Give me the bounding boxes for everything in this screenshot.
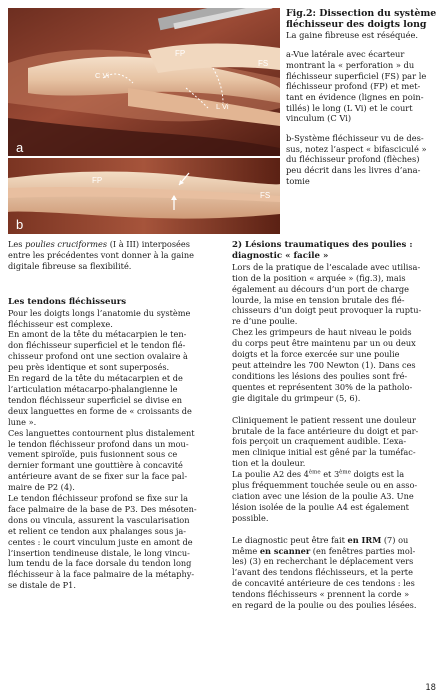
body-line bbox=[232, 469, 438, 480]
caption-a-line: fléchisseur superficiel (FS) par le bbox=[286, 70, 427, 81]
body-line: ciation avec une lésion de la poulie A3. Une bbox=[232, 490, 414, 501]
body-line bbox=[232, 546, 438, 557]
caption-subtitle: La gaine fibreuse est réséquée. bbox=[286, 30, 419, 41]
right-column bbox=[232, 240, 438, 611]
diag-bold: en IRM bbox=[347, 534, 382, 545]
body-line: Pour les doigts longs l’anatomie du système bbox=[8, 307, 191, 318]
body-line: centes : le court vinculum juste en amont de bbox=[8, 536, 193, 547]
body-line: lourde, la mise en tension brutale des flé- bbox=[232, 294, 405, 305]
body-line: tendon fléchisseur superficiel se divise en bbox=[8, 394, 183, 405]
section-heading-tendons: Les tendons fléchisseurs bbox=[8, 296, 127, 307]
body-line: dernier formant une gouttière à concavité bbox=[8, 460, 183, 471]
body-line: tion de la position « arquée » (fig.3), mais bbox=[232, 272, 406, 283]
a2-text: et 3 bbox=[320, 469, 340, 480]
superscript: ème bbox=[308, 469, 321, 476]
body-line: possible. bbox=[232, 512, 269, 523]
superscript: ème bbox=[339, 469, 351, 476]
intro-line: digitale fibreuse sa flexibilité. bbox=[8, 260, 132, 271]
body-line: antérieure avant de se fixer sur la face pal- bbox=[8, 471, 188, 482]
body-line: dons ou vincula, assurent la vascularisation bbox=[8, 514, 190, 525]
body-line: gie digitale du grimpeur (5, 6). bbox=[232, 392, 361, 403]
caption-a-line: fléchisseur profond (FP) et met- bbox=[286, 81, 421, 92]
caption-part-b bbox=[286, 133, 438, 187]
caption-b-line: sus, notez l’aspect « bifasciculé » bbox=[286, 143, 427, 154]
body-line: conditions les lésions des poulies sont fré- bbox=[232, 370, 408, 381]
left-column bbox=[8, 239, 222, 591]
photo-letter-b: b bbox=[16, 217, 24, 232]
caption-b-line: peu décrit dans les livres d’ana- bbox=[286, 165, 421, 176]
body-line: men clinique initial est gêné par la tuméfac- bbox=[232, 447, 416, 458]
intro-italic: poulies cruciformes bbox=[25, 239, 108, 249]
body-line bbox=[232, 535, 438, 546]
body-line: de concavité antérieure de ces tendons : les bbox=[232, 578, 415, 589]
body-line: en regard de la poulie ou des poulies lésées. bbox=[232, 600, 417, 611]
caption-a-line: tant en évidence (lignes en poin- bbox=[286, 91, 424, 102]
caption-b-line: tomie bbox=[286, 175, 310, 186]
body-line: Ces languettes contournent plus distalement bbox=[8, 427, 195, 438]
body-line: deux languettes en forme de « croissants de bbox=[8, 405, 192, 416]
body-line: le tendon fléchisseur profond dans un mou- bbox=[8, 438, 189, 449]
body-line: fléchisseur est complexe. bbox=[8, 318, 113, 329]
a2-text: La poulie A2 des 4 bbox=[232, 469, 309, 480]
body-line: du corps peut être maintenu par un ou deux bbox=[232, 338, 416, 349]
body-line: quentes et représentent 30% de la patholo- bbox=[232, 381, 413, 392]
body-line: face palmaire de la base de P3. Des mésoten- bbox=[8, 503, 197, 514]
body-line: l’insertion tendineuse distale, le long vincu- bbox=[8, 547, 190, 558]
body-line: En regard de la tête du métacarpien et de bbox=[8, 373, 183, 384]
caption-part-a bbox=[286, 49, 438, 124]
body-line: doigts et la force exercée sur une poulie bbox=[232, 349, 400, 360]
body-line: vement spiroïde, puis fusionnent sous ce bbox=[8, 449, 178, 460]
scan-text: (en fenêtres parties mol- bbox=[310, 545, 416, 556]
caption-a-line: a-Vue latérale avec écarteur bbox=[286, 49, 405, 60]
figure-photo-b bbox=[8, 158, 280, 234]
body-line: re d’une poulie. bbox=[232, 316, 298, 327]
a2-text: doigts est la bbox=[350, 469, 405, 480]
caption-a-line: tillés) le long (L Vi) et le court bbox=[286, 102, 413, 113]
diag-text: Le diagnostic peut être fait bbox=[232, 534, 348, 545]
caption-a-line: montrant la « perforation » du bbox=[286, 59, 415, 70]
body-line: Chez les grimpeurs de haut niveau le poids bbox=[232, 327, 412, 338]
figure-photo-a bbox=[8, 8, 280, 156]
body-line: également au décours d’un port de charge bbox=[232, 283, 409, 294]
body-line: Le tendon fléchisseur profond se fixe sur la bbox=[8, 493, 188, 504]
section-heading-lesions-1: 2) Lésions traumatiques des poulies : bbox=[232, 240, 413, 250]
section-heading-lesions-2: diagnostic « facile » bbox=[232, 250, 329, 261]
body-line: peu près identique et sont superposés. bbox=[8, 362, 170, 373]
body-line: Cliniquement le patient ressent une douleur bbox=[232, 414, 416, 425]
intro-line: entre les précédentes vont donner à la gaine bbox=[8, 249, 195, 260]
body-line: lune ». bbox=[8, 416, 37, 427]
body-line: En amont de la tête du métacarpien le ten- bbox=[8, 329, 187, 340]
body-line: tendons fléchisseurs « prennent la corde » bbox=[232, 589, 410, 600]
body-line: Lors de la pratique de l’escalade avec utilisa- bbox=[232, 261, 421, 272]
label-fs-b: FS bbox=[260, 191, 271, 200]
body-line: l’articulation métacarpo-phalangienne le bbox=[8, 383, 178, 394]
caption-title-line-1: Fig.2: Dissection du système bbox=[286, 8, 437, 19]
label-fp: FP bbox=[175, 49, 186, 58]
intro-line bbox=[8, 239, 222, 250]
scan-bold: en scanner bbox=[259, 545, 311, 556]
caption-b-line: du fléchisseur profond (flèches) bbox=[286, 154, 420, 165]
body-line: don fléchisseur superficiel et le tendon flé- bbox=[8, 340, 186, 351]
body-line: plus fréquemment touchée seule ou en asso- bbox=[232, 480, 418, 491]
body-line: peut atteindre les 700 Newton (1). Dans ces bbox=[232, 359, 416, 370]
page-number: 18 bbox=[425, 682, 436, 692]
body-line: et relient ce tendon aux phalanges sous ja- bbox=[8, 525, 187, 536]
body-line: lésion isolée de la poulie A4 est également bbox=[232, 501, 409, 512]
scan-text: même bbox=[232, 545, 260, 556]
label-cvi: C Vi bbox=[95, 71, 110, 80]
caption-b-line: b-Système fléchisseur vu de des- bbox=[286, 133, 424, 144]
diag-text: (7) ou bbox=[381, 534, 409, 545]
caption-a-line: vinculum (C Vi) bbox=[286, 113, 352, 124]
body-line: brutale de la face antérieure du doigt et par- bbox=[232, 425, 419, 436]
body-line: fléchisseur à la face palmaire de la métaphy- bbox=[8, 569, 195, 580]
body-line: chisseur profond ont une section ovalaire à bbox=[8, 351, 188, 362]
label-lvi: L Vi bbox=[216, 102, 229, 111]
dissection-photo-b bbox=[8, 158, 280, 234]
intro-text: (I à III) interposées bbox=[107, 239, 190, 249]
dissection-photo-a bbox=[8, 8, 280, 156]
body-line: l’avant des tendons fléchisseurs, et la perte bbox=[232, 567, 413, 578]
body-line: se distale de P1. bbox=[8, 580, 76, 591]
intro-text: Les bbox=[8, 239, 26, 249]
body-line: chisseurs d’un doigt peut provoquer la ruptu- bbox=[232, 305, 422, 316]
label-fp-b: FP bbox=[92, 176, 103, 185]
body-line: lum tendu de la face dorsale du tendon long bbox=[8, 558, 192, 569]
body-line: les) (3) en recherchant le déplacement vers bbox=[232, 556, 414, 567]
photo-letter-a: a bbox=[16, 140, 24, 155]
caption-title-line-2: fléchisseur des doigts long bbox=[286, 19, 427, 31]
figure-caption bbox=[286, 8, 438, 187]
body-line: fois perçoit un craquement audible. L’exa- bbox=[232, 436, 407, 447]
body-line: tion et la douleur. bbox=[232, 458, 306, 469]
body-line: maire de P2 (4). bbox=[8, 482, 75, 493]
label-fs: FS bbox=[258, 59, 269, 68]
